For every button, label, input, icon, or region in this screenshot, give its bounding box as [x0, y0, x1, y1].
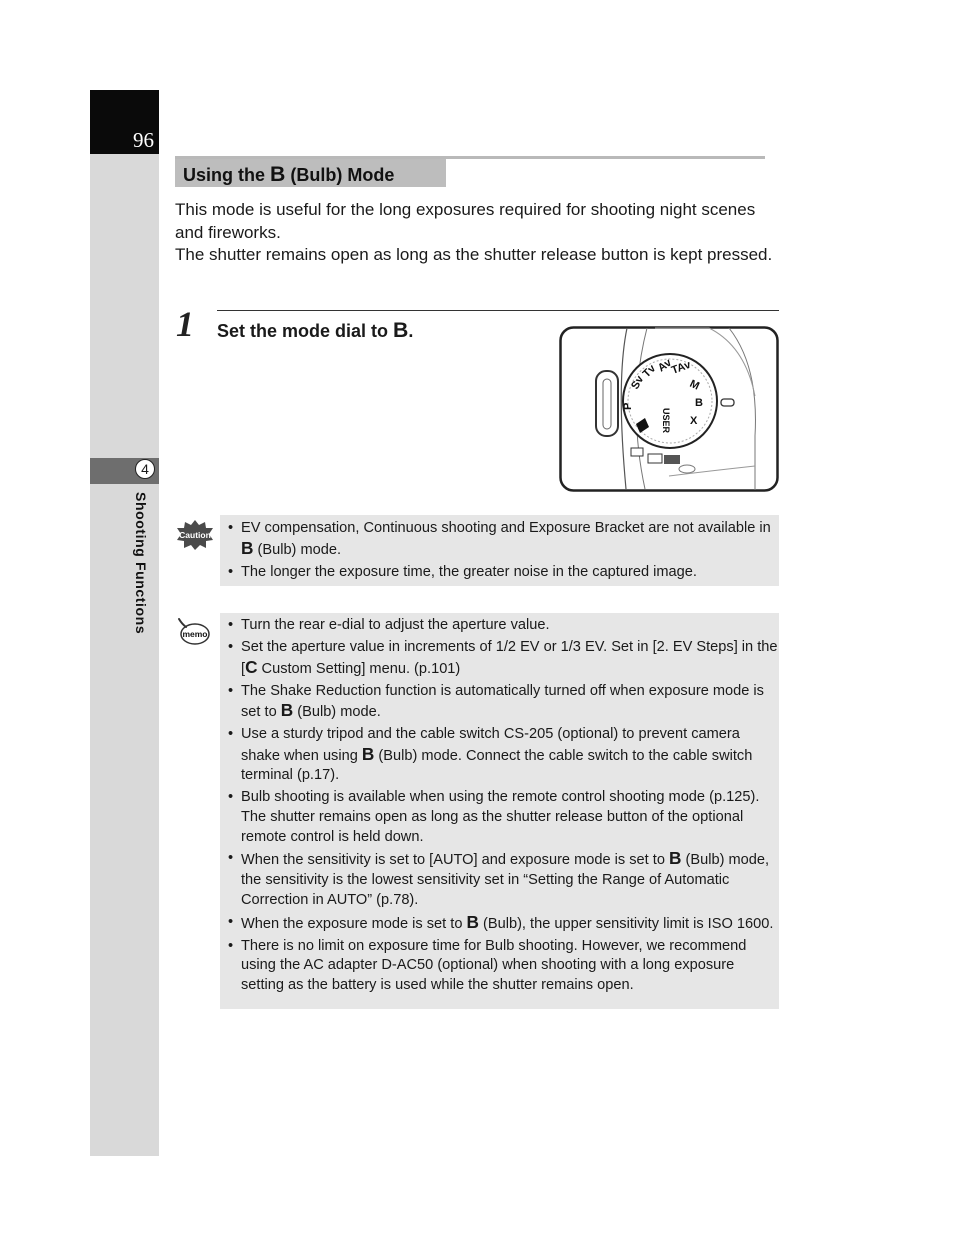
step-instruction	[217, 318, 413, 343]
bulb-mode-symbol: B	[280, 700, 294, 721]
memo-item-text-suffix: (Bulb) mode.	[293, 704, 381, 721]
bulb-mode-symbol: B	[270, 162, 286, 186]
dial-label-av: Av	[655, 356, 674, 375]
bulb-mode-symbol: B	[241, 537, 254, 558]
memo-item-text-suffix: (Bulb), the upper sensitivity limit is ISO 1600.	[478, 915, 774, 932]
caution-item-text-suffix: (Bulb) mode.	[253, 541, 342, 558]
section-title	[183, 162, 394, 187]
dial-label-user: USER	[661, 408, 671, 434]
memo-item	[220, 682, 779, 723]
memo-item	[220, 913, 779, 935]
bulb-mode-symbol: B	[361, 743, 375, 764]
page-number-box	[90, 90, 159, 154]
metering-icon-spot	[631, 448, 643, 456]
caution-icon	[176, 519, 214, 551]
intro-line-2: The shutter remains open as long as the shutter release button is kept pressed.	[175, 245, 773, 264]
bulb-mode-symbol: B	[466, 911, 479, 932]
caution-item	[220, 563, 779, 583]
memo-item-text: There is no limit on exposure time for Bulb shooting. However, we recommend using the AC adapter D-AC50 (optional) when shooting with a long exposure setting as the battery is used while the shutter remains open.	[241, 937, 747, 993]
section-title-suffix: (Bulb) Mode	[285, 165, 395, 185]
bulb-mode-symbol: B	[669, 848, 682, 869]
dial-label-p: P	[622, 402, 634, 410]
bulb-mode-symbol: B	[393, 318, 409, 342]
caution-item-text: EV compensation, Continuous shooting and Exposure Bracket are not available in	[241, 520, 771, 536]
memo-box	[220, 613, 779, 1009]
memo-item	[220, 616, 779, 636]
memo-icon	[176, 616, 210, 646]
dial-label-sv: Sv	[629, 373, 647, 392]
memo-item-text: Turn the rear e-dial to adjust the aperture value.	[241, 617, 550, 633]
memo-item-text: Set the aperture value in increments of 1/2 EV or 1/3 EV. Set in [2. EV Steps] in the [	[241, 638, 778, 677]
mode-dial-illustration	[559, 326, 779, 492]
intro-line-1: This mode is useful for the long exposures required for shooting night scenes and fireworks.	[175, 200, 756, 242]
memo-item	[220, 937, 779, 996]
memo-item-text: Use a sturdy tripod and the cable switch CS-205 (optional) to prevent camera shake when using	[241, 726, 740, 764]
custom-setting-symbol: C	[245, 656, 258, 677]
intro-paragraph	[175, 199, 775, 267]
memo-item-text-suffix: (Bulb) mode, the sensitivity is the lowest sensitivity set in “Setting the Range of Automatic Correction in AUTO” (p.78).	[241, 852, 770, 908]
memo-item	[220, 725, 779, 786]
memo-item-text: The Shake Reduction function is automatically turned off when exposure mode is set to	[241, 682, 764, 721]
caution-list	[220, 515, 779, 582]
memo-item	[220, 849, 779, 910]
step-text: Set the mode dial to	[217, 321, 394, 341]
memo-item-text: Bulb shooting is available when using the remote control shooting mode (p.125). The shutter remains open as long as the shutter release button of the optional remote control is held down.	[241, 789, 760, 845]
dial-label-m: M	[687, 377, 702, 393]
caution-item	[220, 519, 779, 560]
metering-icon-multi	[664, 455, 680, 464]
dial-label-tv: Tv	[640, 362, 659, 381]
dial-label-b: B	[695, 397, 703, 409]
metering-icon-center	[648, 454, 662, 463]
caution-item-text: The longer the exposure time, the greater noise in the captured image.	[241, 563, 697, 580]
memo-item-text-suffix: Custom Setting] menu. (p.101)	[257, 660, 461, 677]
memo-item-text: When the exposure mode is set to	[241, 915, 467, 932]
dial-label-x: X	[690, 415, 698, 427]
memo-icon-label: memo	[182, 629, 208, 639]
memo-item	[220, 638, 779, 679]
page-number: 96	[133, 128, 154, 152]
memo-list	[220, 613, 779, 995]
memo-item-text: When the sensitivity is set to [AUTO] and exposure mode is set to	[241, 852, 670, 869]
chapter-number: 4	[135, 459, 155, 479]
step-rule	[217, 310, 779, 311]
strap-lug	[596, 371, 618, 436]
caution-box	[220, 515, 779, 586]
memo-item-text-suffix: (Bulb) mode. Connect the cable switch to the cable switch terminal (p.17).	[241, 747, 753, 784]
chapter-title: Shooting Functions	[133, 492, 149, 635]
dial-label-tav: TAv	[669, 358, 693, 377]
memo-item	[220, 788, 779, 847]
step-text-suffix: .	[408, 321, 414, 341]
step-number: 1	[176, 304, 194, 344]
section-heading	[175, 159, 446, 187]
dial-index-mark	[721, 399, 734, 406]
section-title-text: Using the	[183, 165, 271, 185]
caution-icon-label: Caution	[179, 530, 211, 540]
